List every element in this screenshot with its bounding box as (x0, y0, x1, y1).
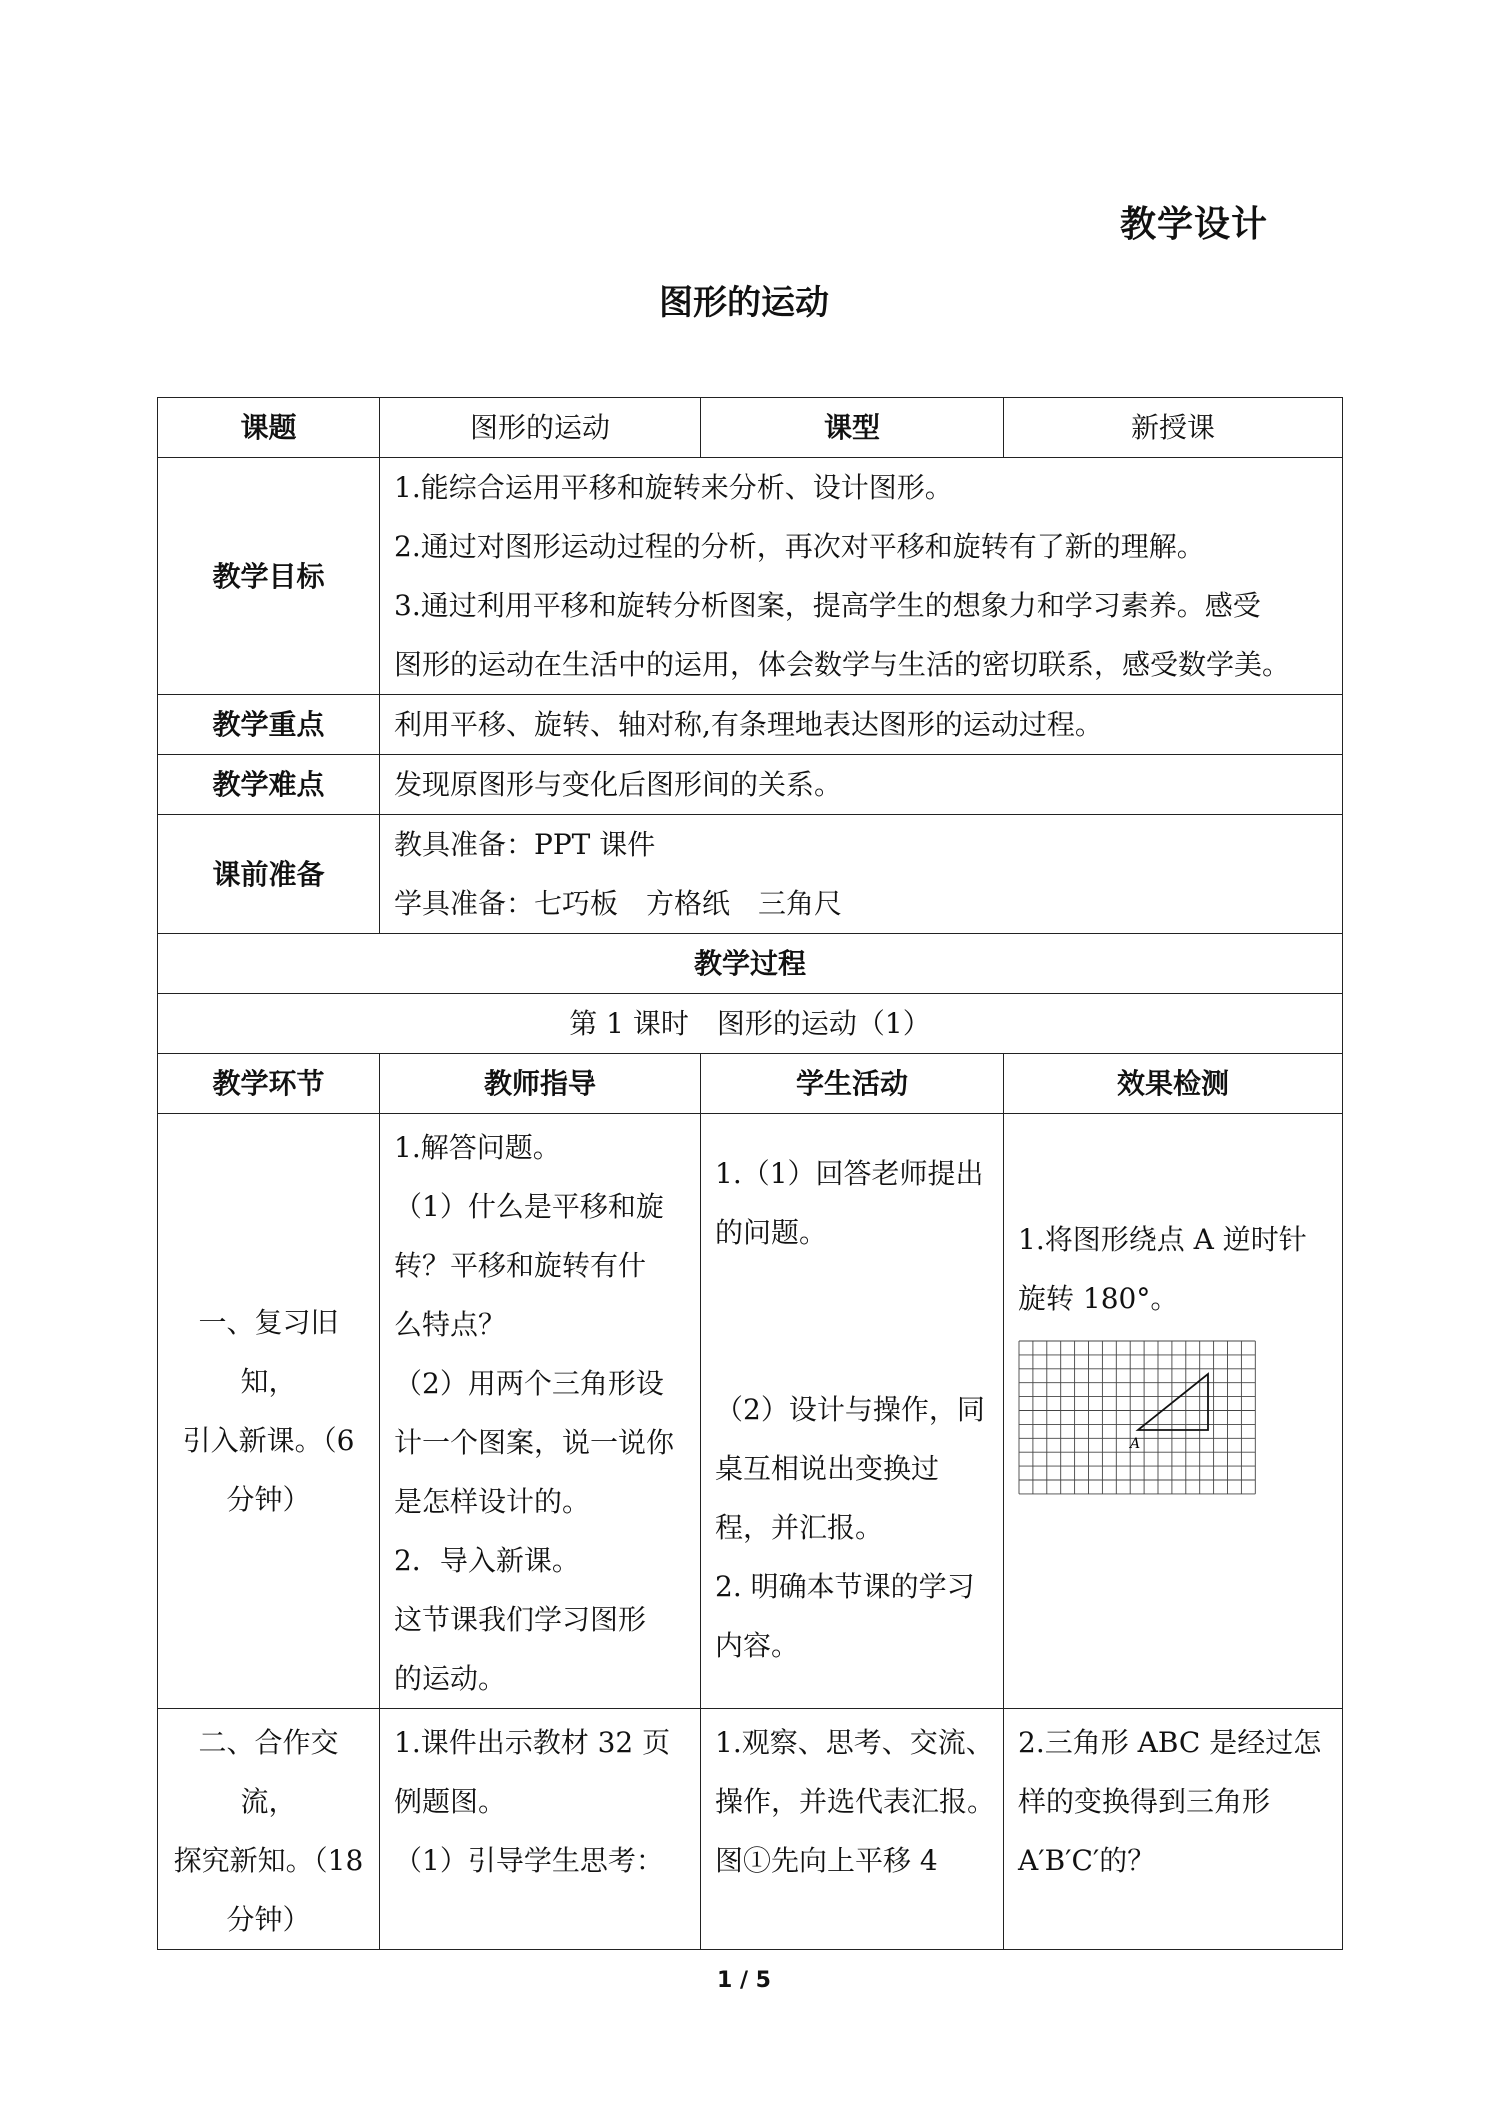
col-header: 教学环节 (158, 1054, 380, 1114)
student-line: 操作，并选代表汇报。 (715, 1785, 996, 1818)
student-line: 图①先向上平移 4 (715, 1844, 938, 1877)
col-header: 教师指导 (380, 1054, 701, 1114)
prep-cell (380, 815, 1343, 934)
teacher-line: 2．导入新课。 (394, 1544, 580, 1577)
goal-line: 2.通过对图形运动过程的分析，再次对平移和旋转有了新的理解。 (394, 530, 1205, 563)
teacher-line: 转？平移和旋转有什 (394, 1249, 647, 1282)
student-line: 内容。 (715, 1629, 800, 1662)
stage-line: 分钟） (226, 1903, 311, 1936)
teacher-line: 这节课我们学习图形 (394, 1603, 647, 1636)
key-label: 教学重点 (158, 695, 380, 755)
goals-label: 教学目标 (158, 458, 380, 695)
student-line: 1.（1）回答老师提出 (715, 1157, 984, 1190)
teacher-line: （1）什么是平移和旋 (394, 1190, 664, 1223)
teacher-line: 的运动。 (394, 1662, 507, 1695)
stage-line: 二、合作交流， (198, 1726, 339, 1818)
teacher-line: 例题图。 (394, 1785, 507, 1818)
check-line: 1.将图形绕点 A 逆时针 (1018, 1223, 1307, 1256)
difficulty-label: 教学难点 (158, 755, 380, 815)
teacher-line: 么特点？ (394, 1308, 507, 1341)
teacher-line: 计一个图案，说一说你 (394, 1426, 675, 1459)
stage-cell (158, 1114, 380, 1709)
student-line: 2. 明确本节课的学习 (715, 1570, 975, 1603)
process-title: 教学过程 (158, 934, 1343, 994)
topic-label: 课题 (158, 398, 380, 458)
teacher-cell (380, 1709, 701, 1950)
difficulty-value: 发现原图形与变化后图形间的关系。 (380, 755, 1343, 815)
student-line: 桌互相说出变换过 (715, 1452, 940, 1485)
teacher-line: 1.解答问题。 (394, 1131, 561, 1164)
type-value: 新授课 (1004, 398, 1343, 458)
teacher-line: 1.课件出示教材 32 页 (394, 1726, 671, 1759)
goal-line: 3.通过利用平移和旋转分析图案，提高学生的想象力和学习素养。感受 (394, 589, 1261, 622)
check-line: 2.三角形 ABC 是经过怎 (1018, 1726, 1322, 1759)
teacher-line: 是怎样设计的。 (394, 1485, 591, 1518)
col-header: 效果检测 (1004, 1054, 1343, 1114)
lesson-title: 第 1 课时 图形的运动（1） (158, 994, 1343, 1054)
goal-line: 图形的运动在生活中的运用，体会数学与生活的密切联系，感受数学美。 (394, 648, 1291, 681)
student-line: 1.观察、思考、交流、 (715, 1726, 994, 1759)
stage-cell (158, 1709, 380, 1950)
type-label: 课型 (701, 398, 1004, 458)
student-line: （2）设计与操作，同 (715, 1393, 985, 1426)
stage-line: 分钟） (226, 1483, 311, 1516)
check-cell (1004, 1709, 1343, 1950)
stage-line: 一、复习旧知， (198, 1306, 339, 1398)
point-a-label: A (1130, 1436, 1141, 1452)
topic-value: 图形的运动 (380, 398, 701, 458)
check-line: 旋转 180°。 (1018, 1282, 1179, 1315)
student-cell (701, 1114, 1004, 1709)
lesson-plan-table (157, 397, 1343, 1950)
prep-line: 教具准备：PPT 课件 (394, 828, 656, 861)
goal-line: 1.能综合运用平移和旋转来分析、设计图形。 (394, 471, 953, 504)
prep-label: 课前准备 (158, 815, 380, 934)
goals-cell (380, 458, 1343, 695)
key-value: 利用平移、旋转、轴对称,有条理地表达图形的运动过程。 (380, 695, 1343, 755)
check-cell (1004, 1114, 1343, 1709)
stage-line: 引入新课。（6 (182, 1424, 355, 1457)
student-cell (701, 1709, 1004, 1950)
teacher-cell (380, 1114, 701, 1709)
teacher-line: （1）引导学生思考： (394, 1844, 664, 1877)
col-header: 学生活动 (701, 1054, 1004, 1114)
teacher-line: （2）用两个三角形设 (394, 1367, 664, 1400)
doc-type-heading: 教学设计 (1120, 204, 1269, 245)
check-line: A′B′C′的？ (1018, 1844, 1156, 1877)
student-line: 的问题。 (715, 1216, 828, 1249)
check-line: 样的变换得到三角形 (1018, 1785, 1271, 1818)
student-line: 程，并汇报。 (715, 1511, 884, 1544)
grid-figure (1018, 1340, 1328, 1520)
grid-triangle-figure (1018, 1340, 1258, 1500)
doc-title: 图形的运动 (659, 283, 829, 323)
page-number: 1 / 5 (717, 1968, 771, 1993)
prep-line: 学具准备：七巧板 方格纸 三角尺 (394, 887, 843, 920)
stage-line: 探究新知。（18 (173, 1844, 364, 1877)
